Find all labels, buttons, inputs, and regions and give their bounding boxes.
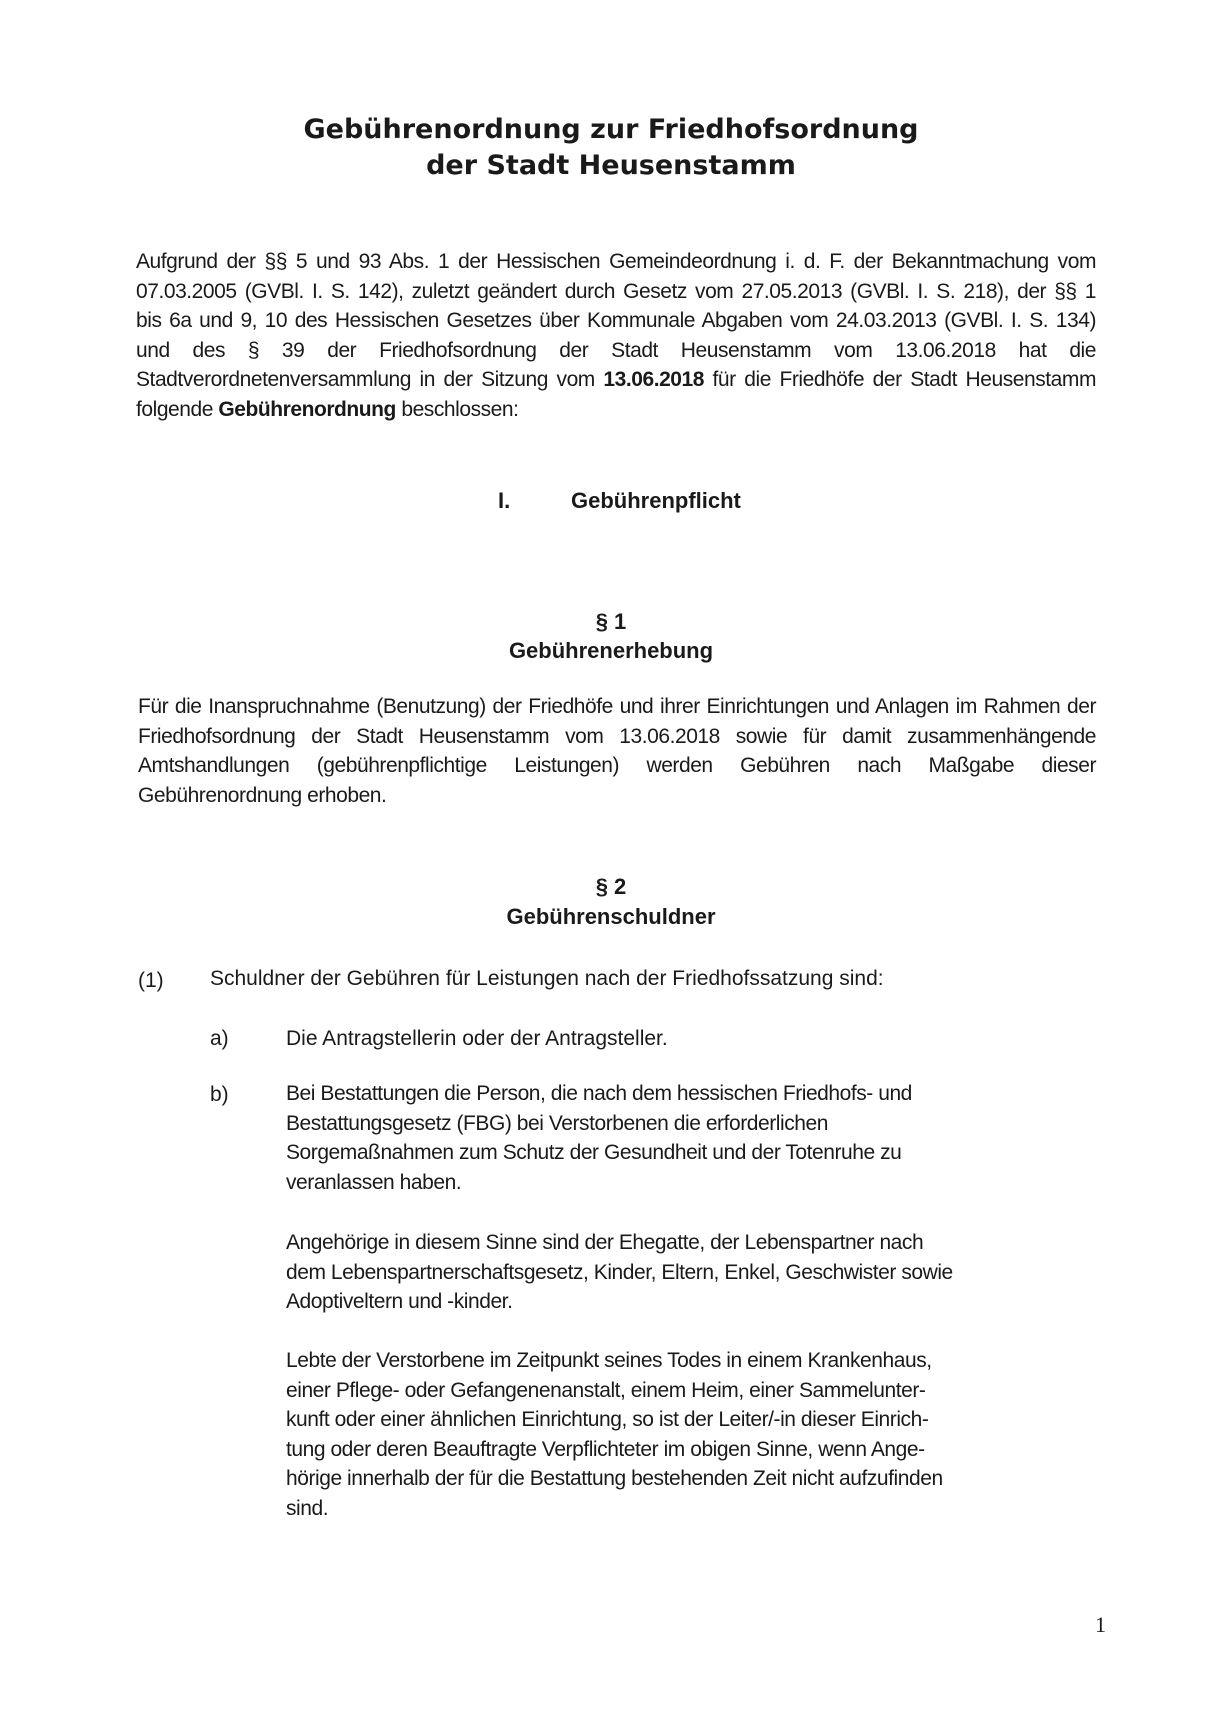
document-title <box>0 112 1222 184</box>
paragraph-line: hörige innerhalb der für die Bestattung bestehenden Zeit nicht aufzufinden <box>286 1467 943 1490</box>
section-1-paragraph <box>138 692 1096 810</box>
paragraph-line: Angehörige in diesem Sinne sind der Ehegatte, der Lebenspartner nach <box>286 1231 924 1254</box>
paragraph-line: tung oder deren Beauftragte Verpflichteter im obigen Sinne, wenn Ange- <box>286 1437 925 1461</box>
item-a-text: Die Antragstellerin oder der Antragsteller. <box>286 1027 668 1050</box>
preamble-line: 07.03.2005 (GVBl. I. S. 142), zuletzt geändert durch Gesetz vom 27.05.2013 (GVBl. I. S. 218), der §§ 1 <box>136 279 1096 303</box>
paragraph-line: Adoptiveltern und -kinder. <box>286 1290 513 1313</box>
preamble-text: folgende <box>136 397 219 421</box>
paragraph-line: Für die Inanspruchnahme (Benutzung) der Friedhöfe und ihrer Einrichtungen und Anlagen im Rahmen der <box>138 695 1096 718</box>
paragraph-line: einer Pflege- oder Gefangenenanstalt, einem Heim, einer Sammelunter- <box>286 1378 926 1402</box>
section-2-title: Gebührenschuldner <box>506 904 716 929</box>
preamble-text: beschlossen: <box>395 397 519 421</box>
section-1-title: Gebührenerhebung <box>508 638 714 663</box>
paragraph-line: Amtshandlungen (gebührenpflichtige Leistungen) werden Gebühren nach Maßgabe dieser <box>138 754 1096 777</box>
preamble-line: Aufgrund der §§ 5 und 93 Abs. 1 der Hessischen Gemeindeordnung i. d. F. der Bekanntmachung vom <box>136 250 1096 273</box>
item-b-paragraph-2 <box>286 1228 986 1317</box>
item-b-paragraph-3 <box>286 1346 986 1523</box>
part-title: Gebührenpflicht <box>571 488 741 513</box>
preamble-line: und des § 39 der Friedhofsordnung der Stadt Heusenstamm vom 13.06.2018 hat die <box>136 338 1096 362</box>
preamble-line: bis 6a und 9, 10 des Hessischen Gesetzes über Kommunale Abgaben vom 24.03.2013 (GVBl. I. S. 134) <box>136 309 1096 332</box>
item-b-paragraph-1 <box>286 1079 986 1197</box>
page-number: 1 <box>1095 1612 1106 1637</box>
part-numeral: I. <box>498 488 511 513</box>
preamble-line-5 <box>136 365 1096 395</box>
paragraph-line: Friedhofsordnung der Stadt Heusenstamm vom 13.06.2018 sowie für damit zusammenhängende <box>138 724 1096 748</box>
item-1-marker: (1) <box>138 969 164 992</box>
section-1-symbol: § 1 <box>595 609 627 634</box>
section-2-symbol: § 2 <box>595 874 627 899</box>
paragraph-line: Bei Bestattungen die Person, die nach dem hessischen Friedhofs- und <box>286 1082 912 1105</box>
item-1-text: Schuldner der Gebühren für Leistungen nach der Friedhofssatzung sind: <box>210 967 884 990</box>
item-a-marker: a) <box>210 1027 229 1050</box>
title-line-2: der Stadt Heusenstamm <box>426 150 796 181</box>
session-date: 13.06.2018 <box>603 368 704 391</box>
paragraph-line: kunft oder einer ähnlichen Einrichtung, so ist der Leiter/-in dieser Einrich- <box>286 1408 929 1431</box>
preamble-line-6 <box>136 395 1096 425</box>
paragraph-line: Gebührenordnung erhoben. <box>138 783 387 807</box>
item-b-marker: b) <box>210 1083 229 1106</box>
preamble-paragraph <box>136 247 1096 424</box>
paragraph-line: sind. <box>286 1496 329 1520</box>
ordinance-name: Gebührenordnung <box>218 397 396 421</box>
paragraph-line: Lebte der Verstorbene im Zeitpunkt seines Todes in einem Krankenhaus, <box>286 1349 932 1372</box>
preamble-text: für die Friedhöfe der Stadt Heusenstamm <box>704 368 1096 391</box>
paragraph-line: Sorgemaßnahmen zum Schutz der Gesundheit und der Totenruhe zu <box>286 1141 902 1164</box>
paragraph-line: dem Lebenspartnerschaftsgesetz, Kinder, Eltern, Enkel, Geschwister sowie <box>286 1260 953 1284</box>
paragraph-line: Bestattungsgesetz (FBG) bei Verstorbenen die erforderlichen <box>286 1111 828 1135</box>
paragraph-line: veranlassen haben. <box>286 1170 462 1194</box>
preamble-text: Stadtverordnetenversammlung in der Sitzung vom <box>136 368 604 391</box>
title-line-1: Gebührenordnung zur Friedhofsordnung <box>303 114 919 145</box>
